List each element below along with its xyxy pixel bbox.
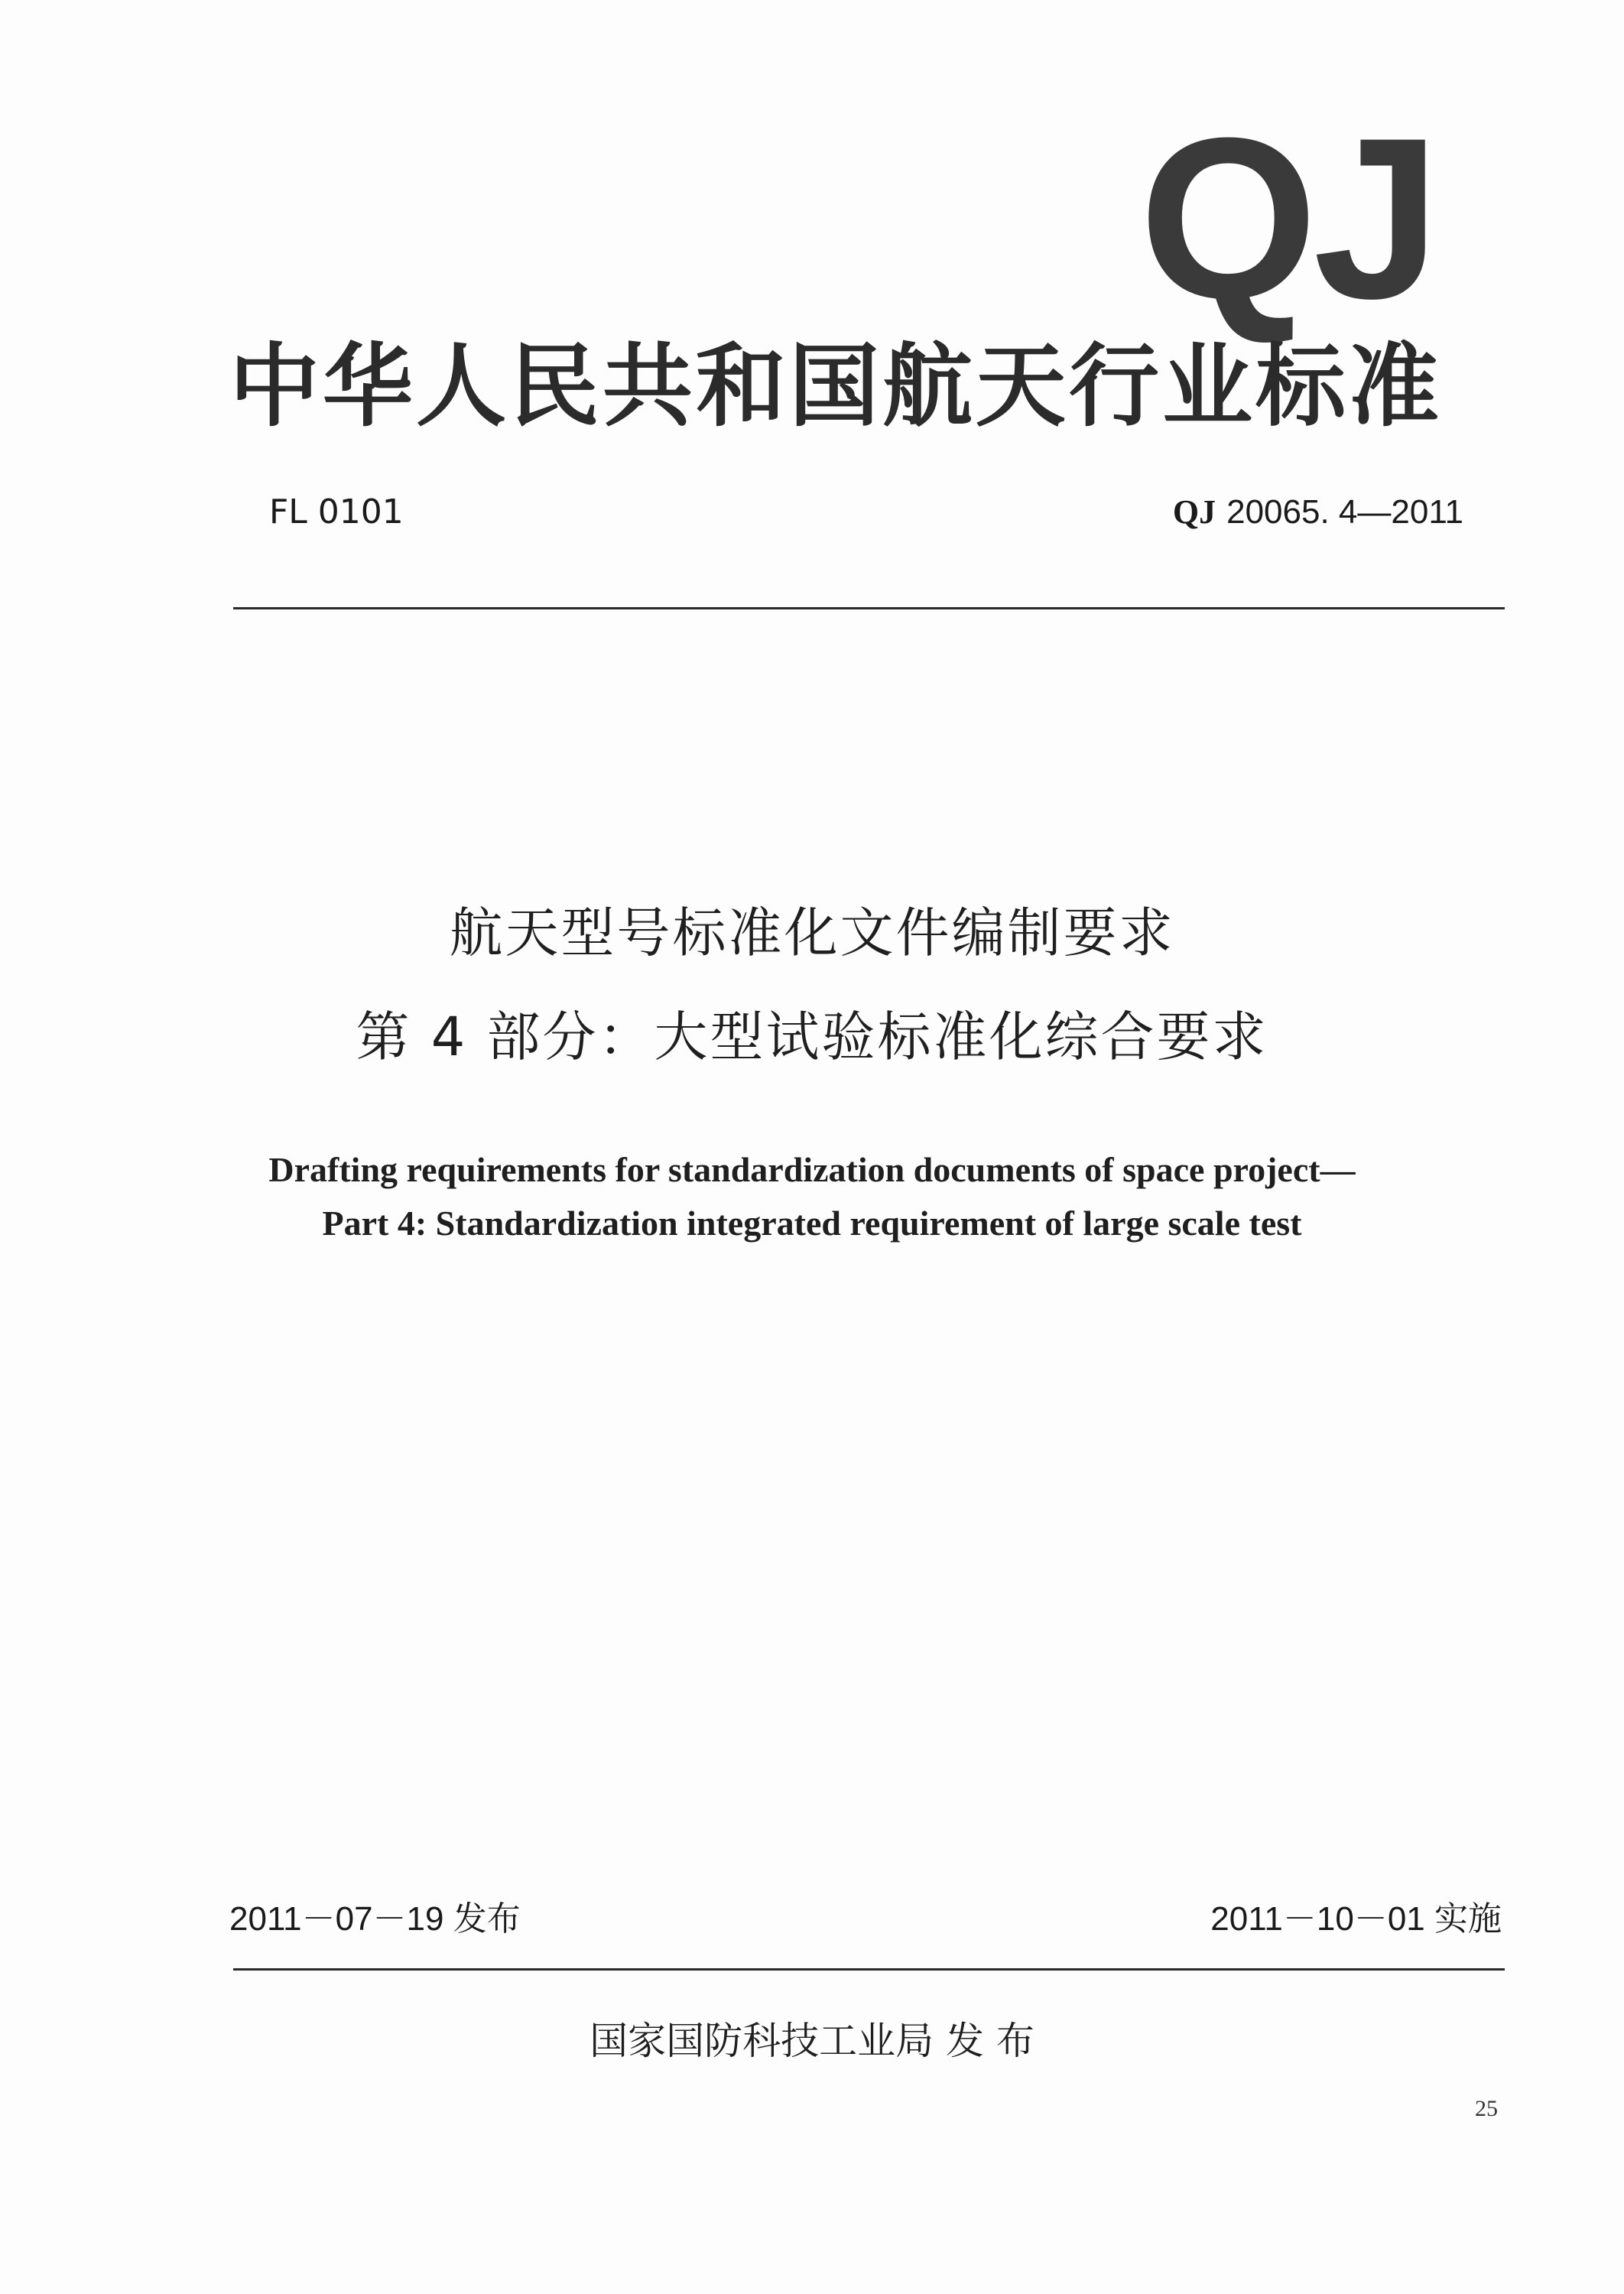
standard-number <box>1173 489 1463 535</box>
chinese-title-line-1: 航天型号标准化文件编制要求 <box>449 902 1175 964</box>
chinese-title-line-2: 第 4 部分：大型试验标准化综合要求 <box>356 1006 1268 1068</box>
footer-divider <box>233 1968 1505 1971</box>
standard-number-prefix: QJ <box>1172 493 1216 531</box>
qj-logo: QJ <box>1139 89 1437 346</box>
standard-number-value: 20065. 4—2011 <box>1226 493 1463 531</box>
english-title-line-1: Drafting requirements for standardization documents of space project— <box>268 1150 1356 1189</box>
header-divider <box>233 607 1505 609</box>
issue-date: 2011－07－19 发布 <box>229 1900 521 1938</box>
effective-date: 2011－10－01 实施 <box>1210 1900 1502 1938</box>
standard-category-title: 中华人民共和国航天行业标准 <box>229 333 1443 439</box>
page-number: 25 <box>1475 2096 1498 2121</box>
publisher: 国家国防科技工业局 发 布 <box>590 2019 1034 2063</box>
classification-code: FL 0101 <box>269 492 404 531</box>
english-title-line-2: Part 4: Standardization integrated requirement of large scale test <box>322 1204 1302 1243</box>
